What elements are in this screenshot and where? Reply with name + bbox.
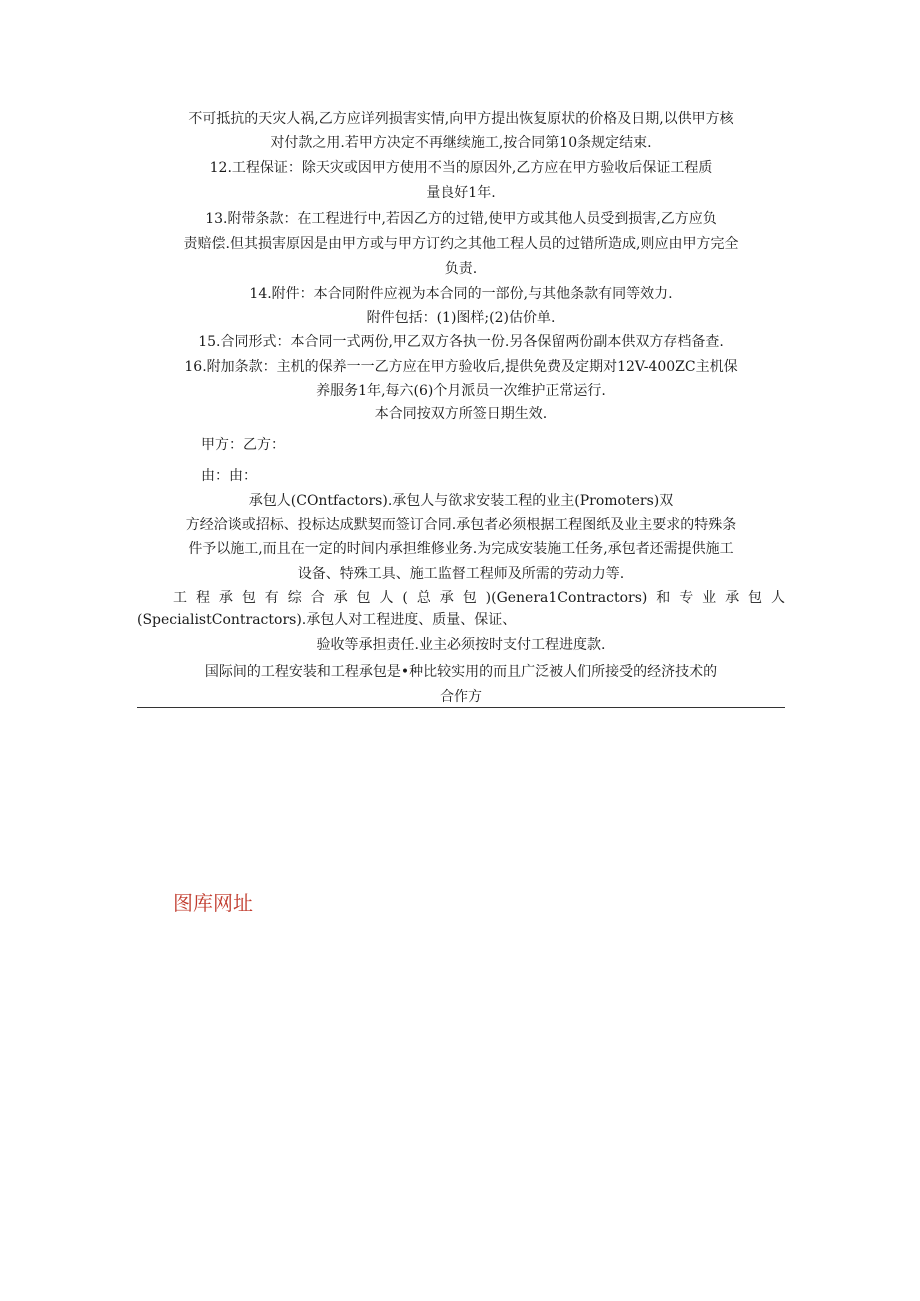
clause-16: 16.附加条款：主机的保养一一乙方应在甲方验收后,提供免费及定期对12V-400ZC主机保 (184, 359, 738, 375)
representative-line: 由：由： (201, 468, 257, 484)
clause-12: 12.工程保证：除天灾或因甲方使用不当的原因外,乙方应在甲方验收后保证工程质 (209, 160, 713, 176)
text-line: 不可抵抗的天灾人祸,乙方应详列损害实情,向甲方提出恢复原状的价格及日期,以供甲方核 (188, 111, 734, 127)
clause-14: 14.附件：本合同附件应视为本合同的一部份,与其他条款有同等效力. (249, 286, 673, 302)
text-line: 工程承包有综合承包人(总承包)(Genera1Contractors)和专业承包人 (173, 590, 785, 606)
clause-15: 15.合同形式：本合同一式两份,甲乙双方各执一份.另各保留两份副本供双方存档备查. (198, 334, 724, 350)
text-line: 方经洽谈或招标、投标达成默契而签订合同.承包者必须根据工程图纸及业主要求的特殊条 (185, 517, 737, 533)
text-line: (SpecialistContractors).承包人对工程进度、质量、保证、 (137, 612, 517, 628)
text-line: 养服务1年,每六(6)个月派员一次维护正常运行. (316, 383, 606, 399)
text-line: 责赔偿.但其损害原因是由甲方或与甲方订约之其他工程人员的过错所造成,则应由甲方完全 (183, 236, 739, 252)
text-line: 负责. (444, 261, 478, 277)
text-line: 设备、特殊工具、施工监督工程师及所需的劳动力等. (297, 566, 625, 582)
clause-13: 13.附带条款：在工程进行中,若因乙方的过错,使甲方或其他人员受到损害,乙方应负 (205, 211, 717, 227)
text-line: 合作方 (440, 689, 482, 705)
text-line: 验收等承担责任.业主必须按时支付工程进度款. (316, 637, 606, 653)
text-line: 对付款之用.若甲方决定不再继续施工,按合同第10条规定结束. (270, 135, 652, 151)
footer-link[interactable]: 图库网址 (173, 891, 253, 915)
text-line: 承包人(COntfactors).承包人与欲求安装工程的业主(Promoters)双 (248, 493, 674, 509)
text-line: 量良好1年. (426, 185, 496, 201)
horizontal-rule (137, 707, 785, 708)
text-line: 件予以施工,而且在一定的时间内承担维修业务.为完成安装施工任务,承包者还需提供施工 (188, 541, 734, 557)
effective-clause: 本合同按双方所签日期生效. (374, 406, 548, 422)
text-line: 国际间的工程安装和工程承包是•种比较实用的而且广泛被人们所接受的经济技术的 (204, 664, 718, 680)
text-line: 附件包括：(1)图样;(2)估价单. (366, 310, 556, 326)
party-signature-line: 甲方：乙方： (201, 437, 285, 453)
